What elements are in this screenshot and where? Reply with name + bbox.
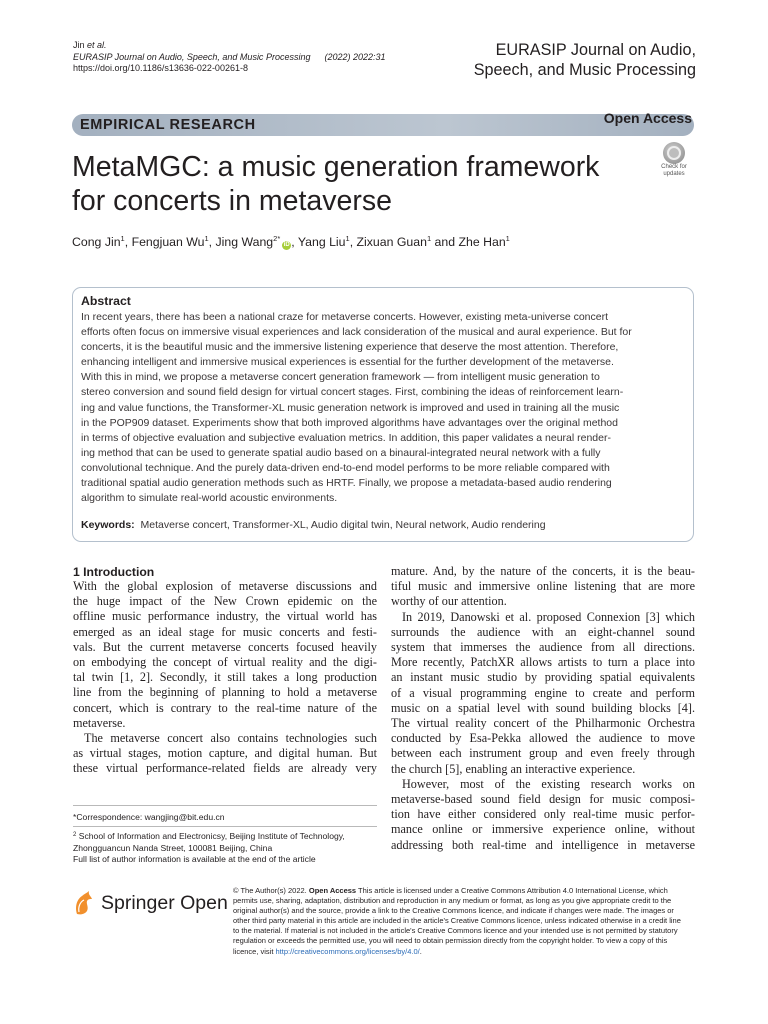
orcid-icon[interactable]: iD xyxy=(283,242,290,248)
correspondence-note: *Correspondence: wangjing@bit.edu.cn xyxy=(73,812,225,822)
footnote-divider xyxy=(73,805,377,806)
body-line: metaverse. xyxy=(73,715,126,730)
journal-name: EURASIP Journal on Audio, Speech, and Music Processing xyxy=(473,41,696,79)
body-line: The metaverse concert also contains technologies such xyxy=(84,731,377,746)
abstract-line: enhancing intelligent and immersive musical experiences is essential for the further development of the metaverse. xyxy=(81,356,614,369)
category-label: EMPIRICAL RESEARCH xyxy=(80,117,256,133)
et-al: et al. xyxy=(87,40,107,50)
abstract-line: in terms of objective evaluation and subjective evaluation metrics. In addition, this paper validates a neural render- xyxy=(81,431,611,444)
abstract-line: stereo conversion and sound field design for virtual concert stages. First, combining the ideas of reinforcement learn- xyxy=(81,386,624,399)
year-volume: (2022) 2022:31 xyxy=(324,51,386,62)
springer-horse-icon xyxy=(73,890,95,916)
body-line: these virtual performance-related fields are already very xyxy=(73,761,377,776)
body-line: In 2019, Danowski et al. proposed Connexion [3] which xyxy=(402,609,695,624)
body-line: mance online or immersive experience online, without xyxy=(391,822,695,837)
body-line: the huge impact of the New Crown epidemic on the xyxy=(73,594,377,609)
body-line: tion have either considered only real-time music perfor- xyxy=(391,807,695,822)
abstract-line: ing method that can be used to generate spatial audio based on a binaural-integrated neural network with a fully xyxy=(81,446,601,459)
body-line: vals. But the current metaverse concerts focused heavily xyxy=(73,639,377,654)
abstract-line: convolutional technique. And the purely data-driven end-to-end model performs to be more reliable compared with xyxy=(81,461,610,474)
doi-link[interactable]: https://doi.org/10.1186/s13636-022-00261-8 xyxy=(73,63,248,73)
abstract-line: concerts, it is the beautiful music and the immersive listening experience that deserve the most attention. Therefore, xyxy=(81,341,619,354)
article-meta xyxy=(73,40,386,75)
body-line: mature. And, by the nature of the concerts, it is the beau- xyxy=(391,564,695,578)
body-line: The virtual reality concert of the Philharmonic Orchestra xyxy=(391,716,695,731)
body-line: system that immerses the audience from all directions. xyxy=(391,640,695,655)
body-line: on embodying the concept of virtual reality and the digi- xyxy=(73,655,377,670)
body-line: surrounds the audience with an eight-channel sound xyxy=(391,624,695,639)
abstract-line: With this in mind, we propose a metaverse concert generation framework — from intelligent music generation to xyxy=(81,371,600,384)
body-line: offline music performance industry, the virtual world has xyxy=(73,609,377,624)
body-line: as virtual stages, motion capture, and digital human. But xyxy=(73,746,377,761)
abstract-line: algorithm to simulate real-world acoustic environments. xyxy=(81,492,338,505)
body-line: metaverse-based sound field design for music composi- xyxy=(391,792,695,807)
right-column xyxy=(391,564,695,853)
check-updates-icon xyxy=(663,142,685,164)
body-line: between each instrument group and even freely through xyxy=(391,746,695,761)
license-text: © The Author(s) 2022. Open Access This article is licensed under a Creative Commons Attribution 4.0 International License, which permits use, sharing, adaptation, distribution and reproduction in any medium or format, as long as you give appropriate credit to the original author(s) and the source, provide a link to the Creative Commons licence, and indicate if changes were made. The images or other third party material in this article are included in the article's Creative Commons licence, unless indicated otherwise in a credit line to the material. If material is not included in the article's Creative Commons licence and your intended use is not permitted by statutory regulation or exceeds the permitted use, you will need to obtain permission directly from the copyright holder. To view a copy of this licence, visit http://creativecommons.org/licenses/by/4.0/. xyxy=(233,886,681,956)
license-link[interactable]: http://creativecommons.org/licenses/by/4.0/ xyxy=(275,946,420,956)
body-line: More recently, PatchXR allows artists to turn a place into xyxy=(391,655,695,670)
abstract-line: efforts often focus on immersive visual experiences and lack consideration of the musical and aural experience. But for xyxy=(81,326,632,339)
body-line: tiful music and immersive online listening that are more xyxy=(391,579,695,594)
check-for-updates-badge[interactable]: Check for updates xyxy=(656,141,692,179)
abstract-text xyxy=(81,310,686,506)
body-line: However, most of the existing research works on xyxy=(402,776,695,791)
journal-short: EURASIP Journal on Audio, Speech, and Music Processing xyxy=(73,51,311,62)
body-line: music on a spatial level with sound building blocks [4]. xyxy=(391,700,695,715)
section-heading: 1 Introduction xyxy=(73,565,155,579)
open-access-label: Open Access xyxy=(603,110,692,126)
body-line: of a visual programming engine to create and perform xyxy=(391,685,695,700)
abstract-heading: Abstract xyxy=(81,294,131,308)
body-line: With the global explosion of metaverse discussions and xyxy=(73,579,377,593)
body-line: the church [5], enabling an interactive experience. xyxy=(391,761,636,776)
abstract-line: traditional spatial audio generation methods such as HRTF. Finally, we propose a metadata-based audio rendering xyxy=(81,477,612,490)
abstract-line: in the POP909 dataset. Experiments show that both improved algorithms have advantages over the original method xyxy=(81,416,618,429)
body-line: an instant music studio by providing spatial equivalents xyxy=(391,670,695,685)
body-line: concert, which is contrary to the real-time nature of the xyxy=(73,700,377,715)
body-line: addressing both real-time and intelligence in metaverse xyxy=(391,837,695,852)
body-line: emerged as an ideal stage for music concerts and festi- xyxy=(73,624,377,639)
body-line: worthy of our attention. xyxy=(391,594,507,609)
affiliation-note: $^2$ School of Information and Electronicsy, Beijing Institute of Technology, Zhongguancun Nanda Street, 100081 Beijing, China Full list of author information is available at the end of the article xyxy=(73,831,345,865)
abstract-line: ing and value functions, the Transformer-XL music generation network is improved and used in training all the music xyxy=(81,401,620,414)
footnote-divider xyxy=(73,826,377,827)
author-short: Jin xyxy=(73,40,85,50)
body-line: line from the beginning of planning to hold a metaverse xyxy=(73,685,377,700)
keywords: Keywords: Metaverse concert, Transformer-XL, Audio digital twin, Neural network, Audio rendering xyxy=(81,519,546,531)
author-list: Cong Jin$^1$, Fengjuan Wu$^1$, Jing Wang$^{2*}$iD , Yang Liu$^1$, Zixuan Guan$^1$ and Zhe Han$^1$ xyxy=(72,234,510,249)
body-line: conducted by Esa-Pekka allowed the audience to move xyxy=(391,731,695,746)
publisher-name: Springer Open xyxy=(101,892,228,914)
article-title: MetaMGC: a music generation framework for concerts in metaverse xyxy=(72,151,600,217)
abstract-line: In recent years, there has been a national craze for metaverse concerts. However, existing meta-universe concert xyxy=(81,311,609,323)
body-line: tal twin [1, 2]. Secondly, it still takes a long production xyxy=(73,670,377,685)
left-column xyxy=(73,579,377,777)
category-band xyxy=(72,110,694,136)
